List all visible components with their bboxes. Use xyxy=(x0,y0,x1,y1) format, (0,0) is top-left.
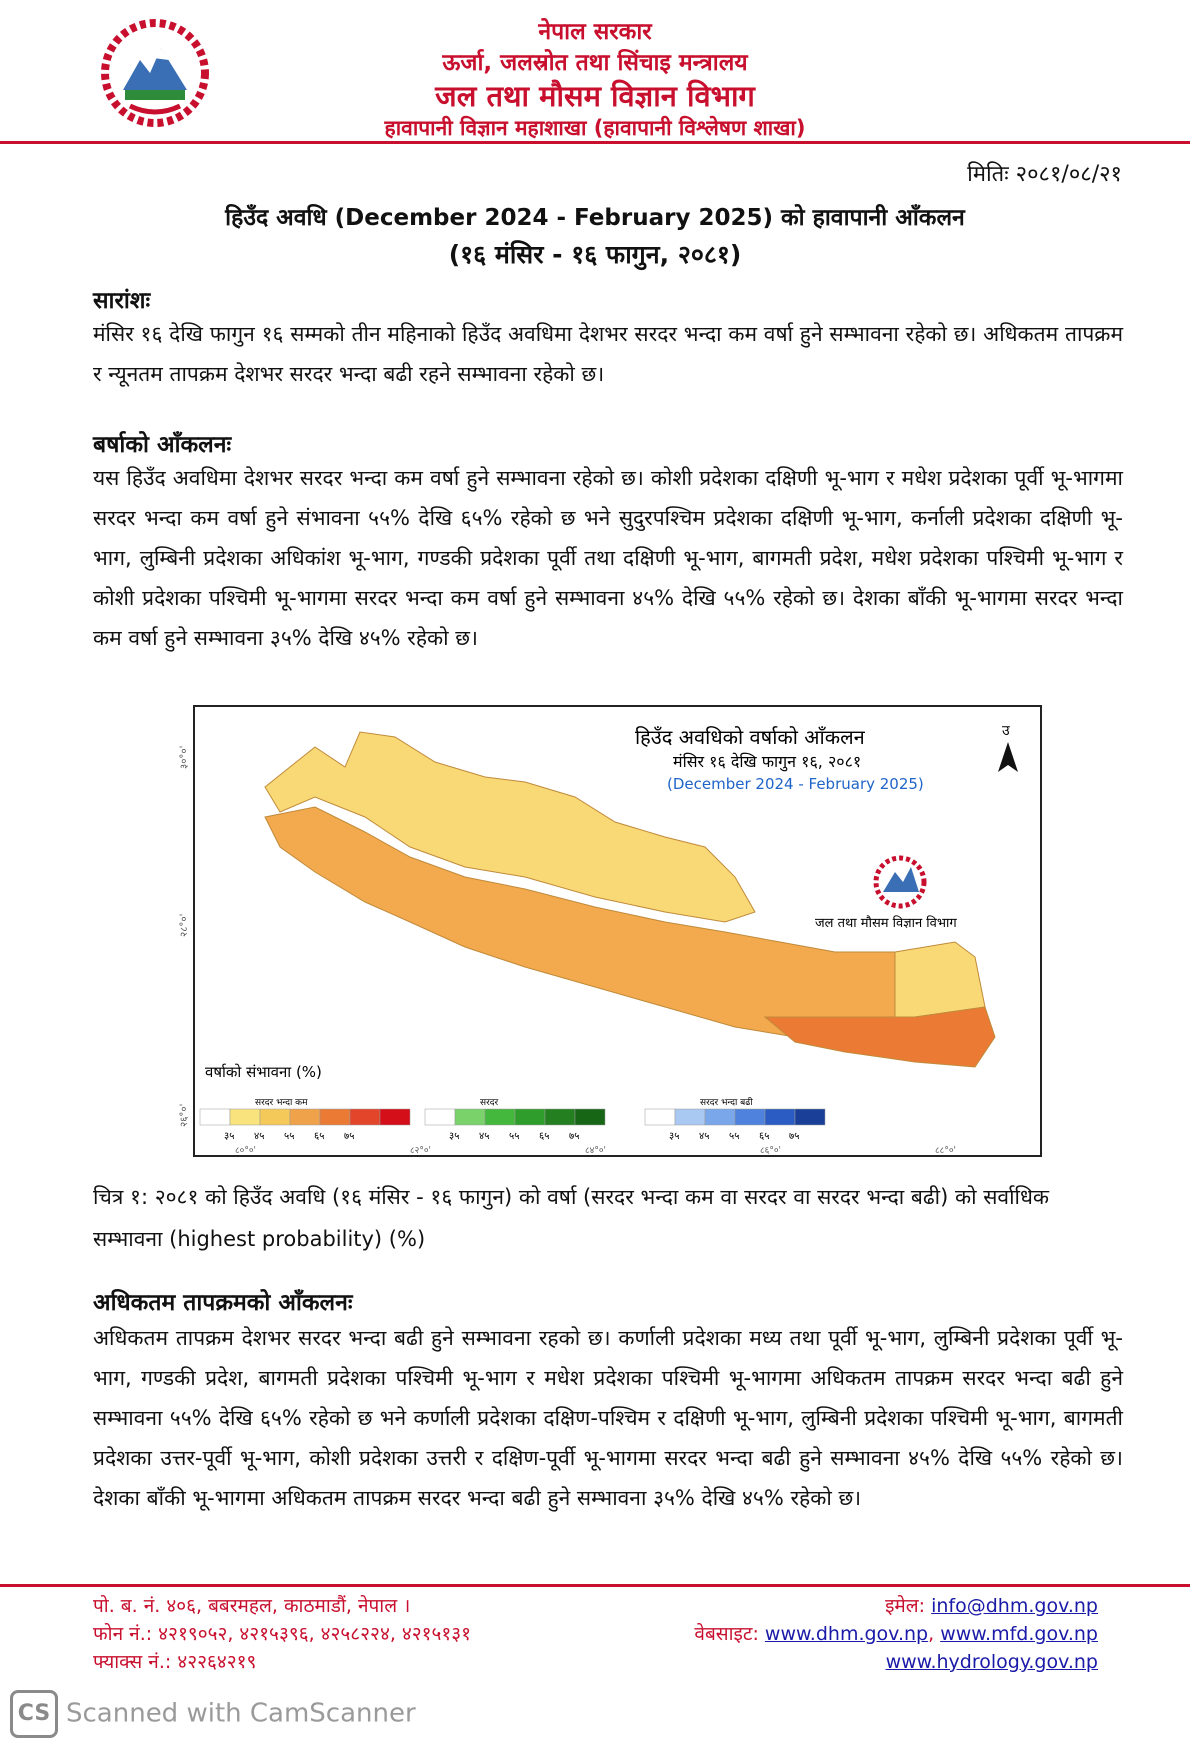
figure-caption: चित्र १: २०८१ को हिउँद अवधि (१६ मंसिर - १६ फागुन) को वर्षा (सरदर भन्दा कम वा सरदर वा सरदर भन्दा बढी) को सर्वाधिक सम्भावना (highest probability) (%) xyxy=(93,1185,1049,1251)
website-separator: , xyxy=(928,1623,935,1645)
website-link-hydrology[interactable]: www.hydrology.gov.np xyxy=(885,1651,1098,1673)
header-rule xyxy=(0,141,1190,144)
legend-group-label: सरदर भन्दा बढी xyxy=(700,1098,753,1108)
email-label: इमेल: xyxy=(885,1595,926,1617)
legend-swatch xyxy=(545,1109,575,1125)
map-period: (December 2024 - February 2025) xyxy=(667,775,924,793)
legend-tick: ५५ xyxy=(284,1131,295,1142)
tmax-heading: अधिकतम तापक्रमको आँकलनः xyxy=(93,1290,353,1316)
legend xyxy=(200,1096,956,1156)
footer-links xyxy=(694,1592,1098,1676)
map-subtitle: मंसिर १६ देखि फागुन १६, २०८१ xyxy=(673,752,862,771)
legend-tick: ४५ xyxy=(479,1131,490,1142)
website-label: वेबसाइट: xyxy=(694,1623,759,1645)
legend-tick: ६५ xyxy=(314,1131,325,1142)
tmax-text: अधिकतम तापक्रम देशभर सरदर भन्दा बढी हुने सम्भावना रहको छ। कर्णाली प्रदेशका मध्य तथा पूर्वी भू-भाग, लुम्बिनी प्रदेशका पूर्वी भू-भाग, गण्डकी प्रदेश, बागमती प्रदेशका पश्चिमी भू-भाग र मधेश प्रदेशका पश्चिमी भू-भागमा अधिकतम तापक्रम सरदर भन्दा बढी हुने सम्भावना ५५% देखि ६५% रहेको छ भने कर्णाली प्रदेशका दक्षिण-पश्चिम र दक्षिणी भू-भाग, लुम्बिनी प्रदेशका पश्चिमी भू-भाग, बागमती प्रदेशका उत्तर-पूर्वी भू-भाग, कोशी प्रदेशका उत्तरी र दक्षिण-पूर्वी भू-भागमा सरदर भन्दा बढी हुने सम्भावना ४५% देखि ५५% रहेको छ। देशका बाँकी भू-भागमा अधिकतम तापक्रम सरदर भन्दा बढी हुने सम्भावना ३५% देखि ४५% रहेको छ। xyxy=(93,1326,1123,1510)
legend-tick: ७५ xyxy=(569,1131,580,1142)
legend-swatch xyxy=(575,1109,605,1125)
document-title: हिउँद अवधि (December 2024 - February 2025) को हावापानी आँकलन xyxy=(225,205,965,231)
legend-tick: ३५ xyxy=(224,1131,235,1142)
legend-tick: ५५ xyxy=(509,1131,520,1142)
lon-label: ८२°०' xyxy=(410,1146,432,1156)
legend-tick: ६५ xyxy=(759,1131,770,1142)
footer-rule xyxy=(0,1584,1190,1587)
department-name: जल तथा मौसम विज्ञान विभाग xyxy=(435,79,755,113)
legend-group-label: सरदर xyxy=(480,1098,499,1108)
legend-swatch xyxy=(290,1109,320,1125)
legend-tick: ५५ xyxy=(729,1131,740,1142)
lat-label-28: २८°०' xyxy=(179,913,190,937)
legend-swatch xyxy=(645,1109,675,1125)
lat-label-26: २६°०' xyxy=(179,1103,190,1127)
footer-contact xyxy=(93,1592,471,1676)
north-label: उ xyxy=(1002,723,1010,739)
legend-swatch xyxy=(795,1109,825,1125)
summary-heading: सारांशः xyxy=(93,288,151,314)
legend-tick: ४५ xyxy=(254,1131,265,1142)
camscanner-logo-icon: CS xyxy=(10,1690,58,1738)
legend-swatch xyxy=(485,1109,515,1125)
document-date: मितिः २०८१/०८/२१ xyxy=(967,162,1122,187)
map-title: हिउँद अवधिको वर्षाको आँकलन xyxy=(635,725,865,749)
summary-text: मंसिर १६ देखि फागुन १६ सम्मको तीन महिनाको हिउँद अवधिमा देशभर सरदर भन्दा कम वर्षा हुने सम्भावना रहेको छ। अधिकतम तापक्रम र न्यूनतम तापक्रम देशभर सरदर भन्दा बढी रहने सम्भावना रहेको छ। xyxy=(93,322,1123,386)
email-link[interactable]: info@dhm.gov.np xyxy=(931,1595,1098,1617)
rain-heading: बर्षाको आँकलनः xyxy=(93,432,232,458)
legend-swatch xyxy=(425,1109,455,1125)
legend-swatch xyxy=(675,1109,705,1125)
legend-group-label: सरदर भन्दा कम xyxy=(255,1098,308,1108)
legend-swatch xyxy=(455,1109,485,1125)
map-canvas xyxy=(179,707,1040,1156)
legend-tick: ४५ xyxy=(699,1131,710,1142)
legend-swatch xyxy=(350,1109,380,1125)
legend-tick: ७५ xyxy=(344,1131,355,1142)
north-arrow-icon xyxy=(998,742,1018,772)
ministry-name: ऊर्जा, जलस्रोत तथा सिंचाइ मन्त्रालय xyxy=(442,50,748,76)
lon-label: ८४°०' xyxy=(585,1146,607,1156)
camscanner-watermark xyxy=(10,1690,416,1738)
legend-swatch xyxy=(765,1109,795,1125)
rain-outlook-map xyxy=(179,705,1042,1157)
legend-swatch xyxy=(515,1109,545,1125)
website-link-dhm[interactable]: www.dhm.gov.np xyxy=(764,1623,929,1645)
camscanner-text: Scanned with CamScanner xyxy=(66,1698,416,1729)
footer-address: पो. ब. नं. ४०६, बबरमहल, काठमाडौं, नेपाल । xyxy=(93,1595,411,1617)
legend-tick: ३५ xyxy=(669,1131,680,1142)
lon-label: ८६°०' xyxy=(760,1146,782,1156)
legend-swatch xyxy=(380,1109,410,1125)
legend-swatch xyxy=(260,1109,290,1125)
footer-phone: फोन नं.: ४२१९०५२, ४२१५३९६, ४२५८२२४, ४२१५१३१ xyxy=(93,1623,472,1645)
legend-title: वर्षाको संभावना (%) xyxy=(205,1063,322,1081)
gov-name: नेपाल सरकार xyxy=(538,19,652,45)
legend-tick: ६५ xyxy=(539,1131,550,1142)
legend-tick: ३५ xyxy=(449,1131,460,1142)
legend-swatch xyxy=(230,1109,260,1125)
map-zone-low-east xyxy=(895,942,985,1017)
rain-text: यस हिउँद अवधिमा देशभर सरदर भन्दा कम वर्षा हुने सम्भावना रहेको छ। कोशी प्रदेशका दक्षिणी भू-भाग र मधेश प्रदेशका पूर्वी भू-भागमा सरदर भन्दा कम वर्षा हुने संभावना ५५% देखि ६५% रहेको छ भने सुदुरपश्चिम प्रदेशका दक्षिणी भू-भाग, कर्नाली प्रदेशका दक्षिणी भू-भाग, लुम्बिनी प्रदेशका अधिकांश भू-भाग, गण्डकी प्रदेशका पूर्वी तथा दक्षिणी भू-भाग, बागमती प्रदेश, मधेश प्रदेशका पश्चिमी भू-भाग र कोशी प्रदेशका पश्चिमी भू-भागमा सरदर भन्दा कम वर्षा हुने सम्भावना ४५% देखि ५५% रहेको छ। देशका बाँकी भू-भागमा सरदर भन्दा कम वर्षा हुने सम्भावना ३५% देखि ४५% रहेको छ। xyxy=(93,466,1123,650)
legend-tick: ७५ xyxy=(789,1131,800,1142)
website-link-mfd[interactable]: www.mfd.gov.np xyxy=(940,1623,1098,1645)
map-dept-label: जल तथा मौसम विज्ञान विभाग xyxy=(815,916,957,931)
legend-swatch xyxy=(200,1109,230,1125)
division-name: हावापानी विज्ञान महाशाखा (हावापानी विश्लेषण शाखा) xyxy=(384,116,806,140)
lon-label: ८०°०' xyxy=(235,1146,257,1156)
legend-swatch xyxy=(320,1109,350,1125)
legend-swatch xyxy=(705,1109,735,1125)
footer-fax: फ्याक्स नं.: ४२२६४२१९ xyxy=(93,1651,257,1673)
legend-swatch xyxy=(735,1109,765,1125)
document-subtitle: (१६ मंसिर - १६ फागुन, २०८१) xyxy=(448,240,742,269)
lon-label: ८८°०' xyxy=(935,1146,957,1156)
lat-label-30: ३०°०' xyxy=(179,745,190,769)
